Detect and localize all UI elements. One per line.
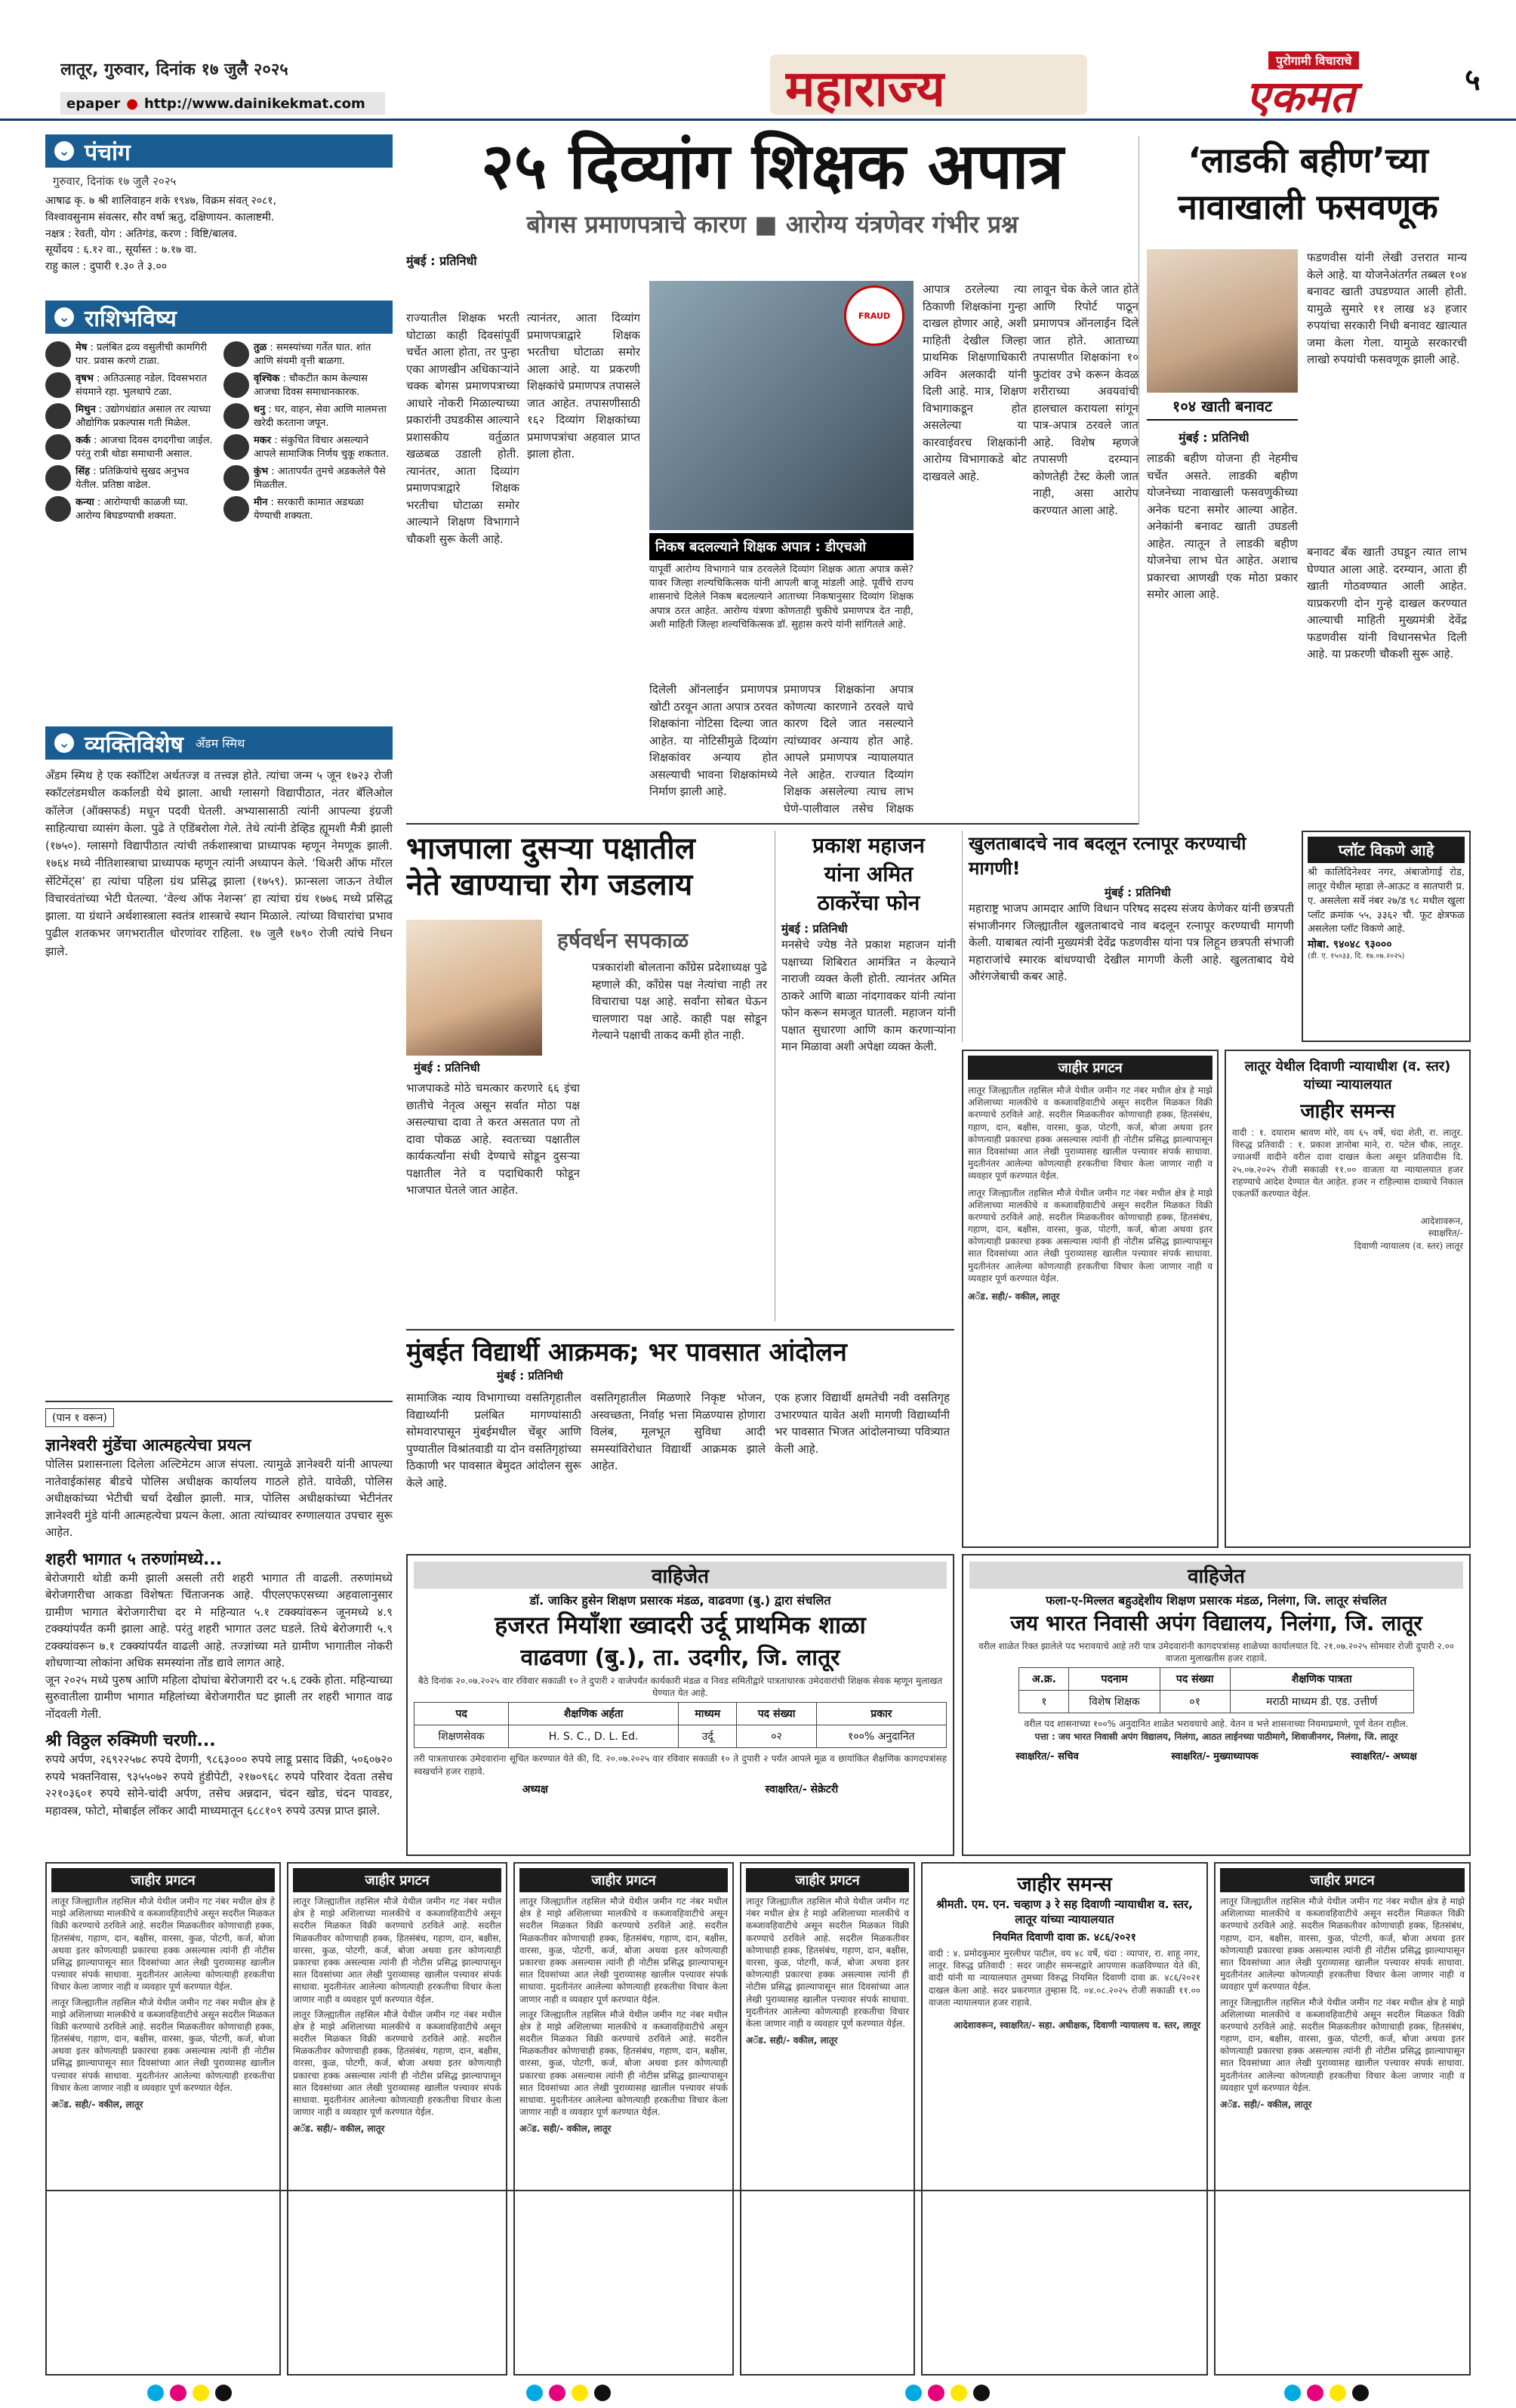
rashi-prediction: चौकटीत काम केल्यास आजचा दिवस समाधानकारक. (254, 373, 368, 398)
notice-body: लातूर जिल्ह्यातील तहसिल मौजे येथील जमीन गट नंबर मधील क्षेत्र हे माझे अशिलाच्या मालकीचे व कब्जावहिवाटीचे असून सदरील मिळकत विक्री करण्याचे ठरविले आहे. सदरील मिळकतीवर कोणाचाही हक्क, हितसंबंध, गहाण, दान, बक्षीस, वारसा, कुळ, पोटगी, कर्ज, बोजा अथवा इतर कोणत्याही प्रकारचा हक्क असल्यास त्यांनी ही नोटीस प्रसिद्ध झाल्यापासून सात दिवसांच्या आत लेखी पुराव्यासह खालील पत्त्यावर संपर्क साधावा. मुदतीनंतर आलेल्या कोणत्याही हरकतीचा विचार केला जाणार नाही व व्यवहार पूर्ण करण्यात येईल. (51, 1896, 275, 1993)
panchang-lines (45, 193, 393, 275)
story-headline: श्री विठ्ठल रुक्मिणी चरणी... (45, 1731, 216, 1750)
vacancy-table (414, 1702, 947, 1748)
table-cell: उर्दू (678, 1725, 737, 1748)
plot-ad (1302, 831, 1471, 1042)
court-sign: स्वाक्षरित/- (1428, 1228, 1463, 1239)
rashi-text: कुंभ : आतापर्यंत तुमचे अडकलेले पैसे मिळतील. (254, 466, 386, 491)
rashi-prediction: समस्यांच्या गर्तेत घात. शांत आणि संयमी वृत्ती बाळगा. (254, 342, 371, 367)
panchang-line: विश्वावसुनाम संवत्सर, सौर वर्षा ऋतु, दक्षिणायन. कालाष्टमी. (45, 211, 275, 224)
notice-header: जाहीर प्रगटन (293, 1868, 501, 1892)
bjp-body-2: पत्रकारांशी बोलताना काँग्रेस प्रदेशाध्यक्ष पुढे म्हणाले की, काँग्रेस पक्ष नेत्यांचा नाही तर विचाराचा पक्ष आहे. सर्वांना सोबत घेऊन चालणारा पक्ष आहे. काही पक्ष सोडून गेल्याने पक्षाची ताकद कमी होत नाही. (592, 960, 767, 1042)
cmyk-marks (1281, 2385, 1372, 2404)
rashi-text: मकर : संकुचित विचार असल्याने आपले सामाजिक निर्णय चुकू शकतात. (254, 435, 390, 460)
zodiac-icon (223, 372, 249, 398)
chevron-down-icon: ⌄ (54, 307, 74, 327)
students-story (406, 1329, 954, 1533)
story-body: बेरोजगारी थोडी कमी झाली असली तरी शहरी भागात ती वाढली. तरुणांमध्ये बेरोजगारीचा आकडा विशेषतः चिंताजनक आहे. पीएलएफएसच्या अहवालानुसार ग्रामीण भागात बेरोजगारीचा दर मे महिन्यात ५.१ टक्क्यांवरून जूनमध्ये ४.९ टक्क्यांपर्यंत कमी झाला आहे. परंतु शहरी भागात उलट घडले. तिथे बेरोजगारी ५.९ टक्क्यांवरून ७.१ टक्क्यांपर्यंत वाढली आहे. तज्ज्ञांच्या मते ग्रामीण भागातील नोकरी शोधणाऱ्या लोकांना अधिक समस्यांना तोंड द्यावे लागत आहे. (45, 1571, 393, 1670)
ad-sign: अध्यक्ष (522, 1783, 548, 1796)
ad-address: पत्ता : जय भारत निवासी अपंग विद्यालय, निलंगा, आठत लाईनच्या पाठीमागे, शिवाजीनगर, निलंगा, जि. लातूर (1034, 1731, 1398, 1742)
notice-body: लातूर जिल्ह्यातील तहसिल मौजे येथील जमीन गट नंबर मधील क्षेत्र हे माझे अशिलाच्या मालकीचे व कब्जावहिवाटीचे असून सदरील मिळकत विक्री करण्याचे ठरविले आहे. सदरील मिळकतीवर कोणाचाही हक्क, हितसंबंध, गहाण, दान, बक्षीस, वारसा, कुळ, पोटगी, कर्ज, बोजा अथवा इतर कोणत्याही प्रकारचा हक्क असल्यास त्यांनी ही नोटीस प्रसिद्ध झाल्यापासून सात दिवसांच्या आत लेखी पुराव्यासह खालील पत्त्यावर संपर्क साधावा. मुदतीनंतर आलेल्या कोणत्याही हरकतीचा विचार केला जाणार नाही व व्यवहार पूर्ण करण्यात येईल. (968, 1187, 1212, 1284)
vyakti-vishesh (45, 726, 393, 1398)
rashi-grid (45, 341, 393, 523)
tagline: पुरोगामी विचाराचे (1268, 51, 1359, 69)
lead-dateline: मुंबई : प्रतिनिधी (406, 253, 477, 268)
ad-sign: स्वाक्षरित/- मुख्याध्यापक (1171, 1750, 1259, 1762)
lead-lower-1: दिलेली ऑनलाईन प्रमाणपत्र खोटी ठरवून आता अपात्र ठरवत शिक्षकांना नोटिसा दिल्या जात आहेत. या नोटिसीमुळे दिव्यांग शिक्षकांवर अन्याय होत असल्याची भावना शिक्षकांमध्ये निर्माण झाली आहे. (649, 683, 778, 798)
bjp-name: हर्षवर्धन सपकाळ (557, 928, 689, 953)
ad-notice: वरील शाळेत रिक्त झालेले पद भरावयाचे आहे तरी पात्र उमेदवारांनी कागदपत्रांसह शाळेच्या कार्यालयात दि. २१.०७.२०२५ सोमवार रोजी दुपारी २.०० वाजता मुलाखतीस हजर राहावे. (978, 1641, 1455, 1664)
rashi-text: सिंह : प्रतिक्रियांचे सुखद अनुभव येतील. प्रतिष्ठा वाढेल. (75, 466, 190, 491)
notice-body: लातूर जिल्ह्यातील तहसिल मौजे येथील जमीन गट नंबर मधील क्षेत्र हे माझे अशिलाच्या मालकीचे व कब्जावहिवाटीचे असून सदरील मिळकत विक्री करण्याचे ठरविले आहे. सदरील मिळकतीवर कोणाचाही हक्क, हितसंबंध, गहाण, दान, बक्षीस, वारसा, कुळ, पोटगी, कर्ज, बोजा अथवा इतर कोणत्याही प्रकारचा हक्क असल्यास त्यांनी ही नोटीस प्रसिद्ध झाल्यापासून सात दिवसांच्या आत लेखी पुराव्यासह खालील पत्त्यावर संपर्क साधावा. मुदतीनंतर आलेल्या कोणत्याही हरकतीचा विचार केला जाणार नाही व व्यवहार पूर्ण करण्यात येईल. (519, 2009, 728, 2118)
notice-body: लातूर जिल्ह्यातील तहसिल मौजे येथील जमीन गट नंबर मधील क्षेत्र हे माझे अशिलाच्या मालकीचे व कब्जावहिवाटीचे असून सदरील मिळकत विक्री करण्याचे ठरविले आहे. सदरील मिळकतीवर कोणाचाही हक्क, हितसंबंध, गहाण, दान, बक्षीस, वारसा, कुळ, पोटगी, कर्ज, बोजा अथवा इतर कोणत्याही प्रकारचा हक्क असल्यास त्यांनी ही नोटीस प्रसिद्ध झाल्यापासून सात दिवसांच्या आत लेखी पुराव्यासह खालील पत्त्यावर संपर्क साधावा. मुदतीनंतर आलेल्या कोणत्याही हरकतीचा विचार केला जाणार नाही व व्यवहार पूर्ण करण्यात येईल. (1220, 1996, 1465, 2093)
panchang (45, 134, 393, 297)
bjp-headline-2: नेते खाण्याचा रोग जडलाय (406, 868, 693, 902)
rashi-prediction: उद्योगधंद्यांत असाल तर त्याच्या औद्योगिक प्रकल्पास गती मिळेल. (75, 404, 211, 429)
rashi-item (45, 496, 214, 523)
notice-sign: अॅड. सही/- वकील, लातूर (519, 2123, 612, 2135)
photo-caption-title: निकष बदलल्याने शिक्षक अपात्र : डीएचओ (649, 533, 914, 560)
zodiac-icon (45, 341, 71, 367)
vyakti-header (45, 726, 393, 760)
cm-photo (1147, 249, 1298, 393)
table-row (414, 1725, 947, 1748)
ad-sign: स्वाक्षरित/- सेक्रेटरी (765, 1783, 839, 1796)
notice-body: लातूर जिल्ह्यातील तहसिल मौजे येथील जमीन गट नंबर मधील क्षेत्र हे माझे अशिलाच्या मालकीचे व कब्जावहिवाटीचे असून सदरील मिळकत विक्री करण्याचे ठरविले आहे. सदरील मिळकतीवर कोणाचाही हक्क, हितसंबंध, गहाण, दान, बक्षीस, वारसा, कुळ, पोटगी, कर्ज, बोजा अथवा इतर कोणत्याही प्रकारचा हक्क असल्यास त्यांनी ही नोटीस प्रसिद्ध झाल्यापासून सात दिवसांच्या आत लेखी पुराव्यासह खालील पत्त्यावर संपर्क साधावा. मुदतीनंतर आलेल्या कोणत्याही हरकतीचा विचार केला जाणार नाही व व्यवहार पूर्ण करण्यात येईल. (1220, 1896, 1465, 1993)
table-cell: १००% अनुदानित (816, 1725, 946, 1748)
notice-sign: अॅड. सही/- वकील, लातूर (968, 1291, 1060, 1302)
epaper-bar (60, 92, 385, 115)
lead-story (406, 130, 1139, 825)
summons-sub: श्रीमती. एम. एन. चव्हाण ३ रे सह दिवाणी न्यायाधीश व. स्तर, लातूर यांच्या न्यायालयात (936, 1898, 1193, 1926)
ad-place: वाढवणा (बु.), ता. उदगीर, जि. लातूर (520, 1645, 840, 1671)
leader-photo (406, 920, 542, 1056)
rashi-name: मीन (254, 497, 268, 509)
khultabad-body: महाराष्ट्र भाजप आमदार आणि विधान परिषद सदस्य संजय केणेकर यांनी छत्रपती संभाजीनगर जिल्ह्यातील खुलताबादचे नाव बदलून रत्नापूर करण्याची मागणी केली. याबाबत त्यांनी मुख्यमंत्री देवेंद्र फडणवीस यांना पत्र लिहून छत्रपती संभाजी महाराजांचे स्मारक बांधण्याची देखील मागणी केली आहे. खुलताबाद येथे औरंगजेबाची कबर आहे. (969, 902, 1294, 983)
photo-caption-body: यापूर्वी आरोग्य विभागाने पात्र ठरवलेले दिव्यांग शिक्षक आता अपात्र कसे? यावर जिल्हा शल्यचिकित्सक यांनी आपली बाजू मांडली आहे. पूर्वीचे राज्य शासनाचे दिलेले निकष बदलल्याने आताच्या निकषानुसार दिव्यांग शिक्षक अपात्र ठरत आहेत. आरोग्य यंत्रणा कोणताही चुकीचे प्रमाणपत्र देत नाही, अशी माहिती जिल्हा शल्यचिकित्सक डॉ. सुहास करपे यांनी सांगितले आहे. (649, 564, 914, 631)
ad-signatures (414, 1782, 947, 1796)
panchang-line: नक्षत्र : रेवती, योग : अतिगंड, करण : विष्टि/बालव. (45, 227, 238, 240)
rashi-name: मेष (75, 342, 88, 353)
rashi-prediction: प्रतिक्रियांचे सुखद अनुभव येतील. प्रतिष्ठा वाढेल. (75, 466, 190, 491)
students-body-3: एक हजार विद्यार्थी क्षमतेची नवी वसतिगृह उभारण्यात यावेत अशी मागणी विद्यार्थ्यांनी भर पावसात भिजत आंदोलनाच्या पवित्र्यात केली आहे. (775, 1391, 950, 1456)
continued-label: (पान १ वरून) (45, 1408, 114, 1427)
summons-notice (921, 1862, 1208, 2376)
notice-header: जाहीर प्रगटन (519, 1868, 728, 1892)
ladki-bahin-story (1139, 136, 1471, 825)
story-headline: ज्ञानेश्वरी मुंडेंचा आत्महत्येचा प्रयत्न (45, 1436, 251, 1455)
table-cell: H. S. C., D. L. Ed. (509, 1725, 679, 1748)
table-header: पद (414, 1703, 509, 1725)
urdu-school-ad (406, 1554, 954, 1856)
globe-icon: ● (126, 95, 138, 112)
zodiac-icon (45, 403, 71, 429)
rashi-name: कन्या (75, 497, 94, 509)
ad-signatures (969, 1749, 1463, 1762)
masthead (0, 0, 1516, 121)
ladki-col-2: फडणवीस यांनी लेखी उत्तरात मान्य केले आहे. या योजनेअंतर्गत तब्बल १०४ बनावट खाती उघडण्यात आली होती. यामुळे सुमारे ११ लाख ४३ हजार रुपयांचा सरकारी निधी बनावट खात्यात जमा केला गेला. यामुळे सरकारची लाखो रुपयांची फसवणूक झाली आहे. (1307, 251, 1467, 366)
vyakti-body: अँडम स्मिथ हे एक स्कॉटिश अर्थतज्ज्ञ व तत्त्वज्ञ होते. त्यांचा जन्म ५ जून १७२३ रोजी स्कॉटलंडमधील कर्कालडी येथे झाला. आधी ग्लासगो विद्यापीठात, नंतर बॅलिओल कॉलेज (ऑक्सफर्ड) मधून पदवी घेतली. अभ्यासासाठी त्यांनी आपल्या इंग्रजी साहित्याचा व्यासंग केला. पुढे ते एडिंबरोला गेले. तेथे त्यांनी डेव्हिड ह्यूमशी मैत्री झाली (१७५०). ग्लासगो विद्यापीठात त्यांची तर्कशास्त्राचा प्राध्यापक म्हणून नेमणूक झाली. १७६४ मध्ये नीतिशास्त्राचा प्राध्यापक म्हणून त्यांनी अध्यापन केले. ‘थिअरी ऑफ मॉरल सेंटिमेंट्स’ हा त्यांचा पहिला ग्रंथ प्रसिद्ध झाला (१७५९). फ्रान्सला जाऊन तेथील विचारवंतांच्या भेटी घेतल्या. ‘वेल्थ ऑफ नेशन्स’ हा त्यांचा ग्रंथ १७७६ मध्ये प्रसिद्ध झाला. या ग्रंथाने अर्थशास्त्राला स्वतंत्र शास्त्राचे स्थान मिळाले. त्यांच्या विचारांचा प्रभाव पुढील शतकभर जगभरातील धोरणांवर राहिला. १७ जुलै १७९० रोजी त्यांचे निधन झाले. (45, 769, 393, 958)
notice-body: लातूर जिल्ह्यातील तहसिल मौजे येथील जमीन गट नंबर मधील क्षेत्र हे माझे अशिलाच्या मालकीचे व कब्जावहिवाटीचे असून सदरील मिळकत विक्री करण्याचे ठरविले आहे. सदरील मिळकतीवर कोणाचाही हक्क, हितसंबंध, गहाण, दान, बक्षीस, वारसा, कुळ, पोटगी, कर्ज, बोजा अथवा इतर कोणत्याही प्रकारचा हक्क असल्यास त्यांनी ही नोटीस प्रसिद्ध झाल्यापासून सात दिवसांच्या आत लेखी पुराव्यासह खालील पत्त्यावर संपर्क साधावा. मुदतीनंतर आलेल्या कोणत्याही हरकतीचा विचार केला जाणार नाही व व्यवहार पूर्ण करण्यात येईल. (293, 1896, 501, 2005)
notice-header: जाहीर प्रगटन (51, 1868, 275, 1892)
students-body-1: सामाजिक न्याय विभागाच्या वसतिगृहातील विद्यार्थ्यांनी प्रलंबित मागण्यांसाठी सोमवारपासून मुंबईमधील चेंबूर आणि पुण्यातील विश्रांतवाडी या दोन वसतिगृहांच्या ठिकाणी भर पावसात बेमुदत आंदोलन सुरू केले आहे. (406, 1391, 581, 1490)
rashi-prediction: संकुचित विचार असल्याने आपले सामाजिक निर्णय चुकू शकतात. (254, 435, 390, 460)
table-header: माध्यम (678, 1703, 737, 1725)
rashi-item (45, 465, 214, 492)
brand-block (1200, 51, 1450, 119)
court-title-2: जाहीर समन्स (1300, 1100, 1395, 1123)
lead-col-1: राज्यातील शिक्षक भरती घोटाळा काही दिवसांपूर्वी चर्चेत आला होता, तर पुन्हा एका आणखीन अधिकाऱ्यांने चक्क बोगस प्रमाणपत्राच्या आधारे नोकरी मिळाल्याच्या प्रकारांनी उघडकीस आल्याने प्रशासकीय वर्तुळात खळबळ उडाली होती. त्यानंतर, आता दिव्यांग प्रमाणपत्राद्वारे शिक्षक भरतीचा घोटाळा समोर आल्याने शिक्षण विभागाने चौकशी सुरू केली आहे. (406, 311, 519, 546)
jay-bharat-ad (962, 1554, 1471, 1856)
rashi-item (45, 403, 214, 430)
bjp-dateline: मुंबई : प्रतिनिधी (414, 1061, 480, 1075)
notice-body: लातूर जिल्ह्यातील तहसिल मौजे येथील जमीन गट नंबर मधील क्षेत्र हे माझे अशिलाच्या मालकीचे व कब्जावहिवाटीचे असून सदरील मिळकत विक्री करण्याचे ठरविले आहे. सदरील मिळकतीवर कोणाचाही हक्क, हितसंबंध, गहाण, दान, बक्षीस, वारसा, कुळ, पोटगी, कर्ज, बोजा अथवा इतर कोणत्याही प्रकारचा हक्क असल्यास त्यांनी ही नोटीस प्रसिद्ध झाल्यापासून सात दिवसांच्या आत लेखी पुराव्यासह खालील पत्त्यावर संपर्क साधावा. मुदतीनंतर आलेल्या कोणत्याही हरकतीचा विचार केला जाणार नाही व व्यवहार पूर्ण करण्यात येईल. (519, 1896, 728, 2005)
notice-body: लातूर जिल्ह्यातील तहसिल मौजे येथील जमीन गट नंबर मधील क्षेत्र हे माझे अशिलाच्या मालकीचे व कब्जावहिवाटीचे असून सदरील मिळकत विक्री करण्याचे ठरविले आहे. सदरील मिळकतीवर कोणाचाही हक्क, हितसंबंध, गहाण, दान, बक्षीस, वारसा, कुळ, पोटगी, कर्ज, बोजा अथवा इतर कोणत्याही प्रकारचा हक्क असल्यास त्यांनी ही नोटीस प्रसिद्ध झाल्यापासून सात दिवसांच्या आत लेखी पुराव्यासह खालील पत्त्यावर संपर्क साधावा. मुदतीनंतर आलेल्या कोणत्याही हरकतीचा विचार केला जाणार नाही व व्यवहार पूर्ण करण्यात येईल. (51, 1996, 275, 2093)
table-cell: ०१ (1160, 1691, 1230, 1713)
rashi-title: राशिभविष्य (85, 305, 177, 332)
fraud-alert-stamp: FRAUD (844, 285, 904, 346)
table-row (1019, 1691, 1413, 1713)
page-number: ५ (1465, 63, 1481, 97)
cmyk-marks (902, 2385, 993, 2404)
zodiac-icon (223, 496, 249, 522)
ad-notice: बैठे दिनांक २०.०७.२०२५ वार रविवार सकाळी १० ते दुपारी २ वाजेपर्यंत कार्यकारी मंडळ व निवड समितीद्वारे पात्रताधारक उमेदवारांची शिक्षक सेवक म्हणून मुलाखत घेण्यात येत आहे. (418, 1676, 943, 1699)
table-header: प्रकार (816, 1703, 946, 1725)
rashi-prediction: सरकारी कामात अडथळा येण्याची शक्यता. (254, 497, 364, 523)
story-body: रुपये अर्पण, २६९२२५७८ रुपये देणगी, ९८६३००० रुपये लाडू प्रसाद विक्री, ५०६०७२० रुपये भक्तनिवास, ९३५५०७२ रुपये हुंडीपेटी, २१७०९६८ रुपये परिवार देवता तसेच २२१०३६०१ रुपये सोने-चांदी अर्पण, तसेच अन्नदान, चंदन खोड, चंदन पावडर, महावस्त्र, फोटो, मोबाईल लॉकर आदी माध्यमातून ६८८१०९ रुपये उत्पन्न प्राप्त झाले. (45, 1753, 393, 1818)
zodiac-icon (223, 434, 249, 460)
table-header: अ.क्र. (1019, 1668, 1069, 1691)
plot-phone: मोबा. ९४०४८ ९३००० (1308, 939, 1392, 951)
prakash-headline-2: यांना अमित (824, 862, 914, 886)
public-notice-1 (45, 1862, 281, 2376)
rashi-item (223, 403, 393, 430)
vacancy-table (1018, 1667, 1413, 1713)
rashi-item (45, 434, 214, 461)
rashi-item (223, 496, 393, 523)
khultabad-headline: खुलताबादचे नाव बदलून रत्नापूर करण्याची मागणी! (969, 833, 1246, 879)
summons-body: वादी : ४. प्रमोदकुमार मुरलीधर पाटील, वय ४८ वर्षे, धंदा : व्यापार, रा. शाहू नगर, लातूर. विरुद्ध प्रतिवादी : सदर जाहीर समन्सद्वारे आपणास कळविण्यात येते की, वादी यांनी या न्यायालयात तुमच्या विरुद्ध नियमित दिवाणी दावा क्र. ४८६/२०२१ दाखल केला आहे. सदर प्रकरणात तुम्हास दि. ०४.०८.२०२५ रोजी सकाळी ११.०० वाजता न्यायालयात हजर राहावे. (929, 1948, 1200, 2008)
table-header: पदनाम (1069, 1668, 1160, 1691)
table-header: पद संख्या (737, 1703, 816, 1725)
panchang-line: सूर्योदय : ६.१२ वा., सूर्यास्त : ७.१७ वा. (45, 244, 197, 257)
ladki-photo-caption: १०४ खाती बनावट (1147, 393, 1298, 421)
court-sign: दिवाणी न्यायालय (व. स्तर) लातूर (1354, 1240, 1463, 1251)
panchang-date: गुरुवार, दिनांक १७ जुलै २०२५ (53, 174, 177, 188)
notice-sign: अॅड. सही/- वकील, लातूर (746, 2035, 838, 2046)
table-cell: १ (1019, 1691, 1069, 1713)
zodiac-icon (45, 372, 71, 398)
registration-marks (0, 2383, 1516, 2406)
rashi-text: धनु : घर, वाहन, सेवा आणि मालमत्ता खरेदी करताना जपून. (254, 404, 387, 429)
rashi-item (223, 434, 393, 461)
rashi-text: तुळ : समस्यांच्या गर्तेत घात. शांत आणि संयमी वृत्ती बाळगा. (254, 342, 371, 367)
panchang-header (45, 134, 393, 168)
students-dateline: मुंबई : प्रतिनिधी (497, 1369, 563, 1383)
zodiac-icon (223, 465, 249, 491)
rashi-text: कर्क : आजचा दिवस दगदगीचा जाईल. परंतु रात्री थोडा समाधानी असाल. (75, 435, 213, 460)
prakash-headline-1: प्रकाश महाजन (812, 833, 925, 858)
rashi-header (45, 301, 393, 334)
ad-sign: स्वाक्षरित/- अध्यक्ष (1351, 1750, 1417, 1762)
ad-org: फला-ए-मिल्लत बहुउद्देशीय शिक्षण प्रसारक मंडळ, निलंगा, जि. लातूर संचलित (1046, 1593, 1387, 1608)
rashi-text: मेष : प्रलंबित द्रव्य वसुलीची कामगिरी पार. प्रवास करणे टाळा. (75, 342, 207, 367)
panchang-line: राहु काल : दुपारी १.३० ते ३.०० (45, 261, 167, 273)
ad-org: डॉ. जाकिर हुसेन शिक्षण प्रसारक मंडळ, वाढवणा (बु.) द्वारा संचलित (529, 1593, 831, 1608)
section-banner (763, 50, 1095, 118)
rashi-bhavishya (45, 301, 393, 723)
bjp-body-1: भाजपाकडे मोठे चमत्कार करणारे ६६ इंचा छातीचे नेतृत्व असून सर्वात मोठा पक्ष असल्याचा दावा ते करत असतात पण तो दावा पोकळ आहे. स्वतःच्या पक्षातील कार्यकर्त्यांना संधी देण्याचे सोडून दुसऱ्या पक्षातील नेते व पदाधिकारी फोडून भाजपात घेतले जात आहेत. (406, 1081, 580, 1197)
table-header-row (1019, 1668, 1413, 1691)
rashi-item (223, 341, 393, 368)
ladki-dateline: मुंबई : प्रतिनिधी (1179, 430, 1249, 445)
court-body: वादी : १. दयाराम श्रावण मोरे, वय ६५ वर्षे, धंदा शेती, रा. लातूर. विरुद्ध प्रतिवादी : १. प्रकाश ज्ञानोबा माने, रा. पटेल चौक, लातूर. ज्याअर्थी वादीने वरील दावा दाखल केला असून प्रतिवादीस दि. २५.०७.२०२५ रोजी सकाळी ११.०० वाजता या न्यायालयात हजर राहण्याचे आदेश देण्यात येत आहेत. हजर न राहिल्यास दाव्याचे निकाल एकतर्फी करण्यात येईल. (1232, 1127, 1463, 1199)
date-line: लातूर, गुरुवार, दिनांक १७ जुलै २०२५ (60, 60, 288, 79)
cmyk-marks (144, 2385, 235, 2404)
zodiac-icon (223, 341, 249, 367)
notice-header: जाहीर प्रगटन (1220, 1868, 1465, 1892)
rashi-item (45, 341, 214, 368)
rashi-text: वृषभ : अतिउत्साह नडेल. दिवसभरात संयमाने रहा. भुलथापे टळा. (75, 373, 208, 398)
rashi-text: मिथुन : उद्योगधंद्यांत असाल तर त्याच्या औद्योगिक प्रकल्पास गती मिळेल. (75, 404, 211, 429)
lead-col-3: आपात्र ठरलेल्या त्या ठिकाणी शिक्षकांना गुन्हा दाखल होणार आहे, अशी माहिती देखील जिल्हा प्राथमिक शिक्षणाधिकारी अविन अलकादी यांनी दिली आहे. मात्र, शिक्षण विभागाकडून होत असलेल्या या कारवाईवरच शिक्षकांनी आरोग्य विभागाकडे बोट दाखवले आहे. (923, 282, 1027, 483)
rashi-prediction: अतिउत्साह नडेल. दिवसभरात संयमाने रहा. भुलथापे टळा. (75, 373, 208, 398)
plot-title: प्लॉट विकणे आहे (1308, 837, 1465, 863)
lead-col-4: लावून चेक केले जात होते आणि रिपोर्ट पाठून प्रमाणपत्र ऑनलाईन दिले जात होते. आताच्या तपासणीत शिक्षकांना १० फुटांवर उभे करून केवळ शरीराच्या अवयवांची हालचाल करायला सांगून पात्र-अपात्र ठरवले जात आहे. विशेष म्हणजे तपासणी दरम्यान कोणतेही टेस्ट केली जात नाही, असा आरोप करण्यात आला आहे. (1033, 282, 1139, 517)
zodiac-icon (45, 496, 71, 522)
zodiac-icon (223, 403, 249, 429)
lead-col-2: त्यानंतर, आता दिव्यांग प्रमाणपत्राद्वारे शिक्षक भरतीचा घोटाळा समोर आला आहे. या प्रकरणी शिक्षकांचे प्रमाणपत्र तपासले जात आहेत. तपासणीसाठी १६२ दिव्यांग शिक्षकांच्या प्रमाणपत्रांचा अहवाल प्राप्त झाला होता. (527, 311, 640, 461)
public-notice-4 (740, 1862, 915, 2376)
rashi-name: वृषभ (75, 373, 94, 385)
students-headline: मुंबईत विद्यार्थी आक्रमक; भर पावसात आंदोलन (406, 1337, 847, 1367)
story-body: जून २०२५ मध्ये पुरुष आणि महिला दोघांचा बेरोजगारी दर ५.६ टक्के होता. महिन्याच्या सुरुवातीला ग्रामीण भागात महिलांच्या बेरोजगारीत घट झाली तर शहरी भागात वाढ नोंदवली गेली. (45, 1673, 393, 1721)
rashi-name: मकर (254, 435, 272, 447)
notice-sign: अॅड. सही/- वकील, लातूर (293, 2123, 385, 2135)
rashi-name: सिंह (75, 466, 91, 478)
vyakti-subtitle: अँडम स्मिथ (195, 736, 245, 751)
rashi-name: तुळ (254, 342, 267, 353)
epaper-label: epaper (66, 95, 121, 112)
bjp-headline-1: भाजपाला दुसऱ्या पक्षातील (406, 831, 695, 866)
table-cell: विशेष शिक्षक (1069, 1691, 1160, 1713)
public-notice-2 (287, 1862, 507, 2376)
students-body-2: वसतिगृहातील मिळणारे निकृष्ट भोजन, अस्वच्छता, निर्वाह भत्ता मिळण्यास होणारा विलंब, मूलभूत सुविधा आदी समस्यांविरोधात विद्यार्थी आक्रमक झाले आहेत. (590, 1391, 766, 1472)
public-notice-3 (513, 1862, 734, 2376)
rashi-item (45, 372, 214, 399)
notice-body: लातूर जिल्ह्यातील तहसिल मौजे येथील जमीन गट नंबर मधील क्षेत्र हे माझे अशिलाच्या मालकीचे व कब्जावहिवाटीचे असून सदरील मिळकत विक्री करण्याचे ठरविले आहे. सदरील मिळकतीवर कोणाचाही हक्क, हितसंबंध, गहाण, दान, बक्षीस, वारसा, कुळ, पोटगी, कर्ज, बोजा अथवा इतर कोणत्याही प्रकारचा हक्क असल्यास त्यांनी ही नोटीस प्रसिद्ध झाल्यापासून सात दिवसांच्या आत लेखी पुराव्यासह खालील पत्त्यावर संपर्क साधावा. मुदतीनंतर आलेल्या कोणत्याही हरकतीचा विचार केला जाणार नाही व व्यवहार पूर्ण करण्यात येईल. (968, 1085, 1212, 1182)
plot-ref: (डी. ए. १५०३३, दि. १७.०७.२०२५) (1308, 952, 1405, 961)
lead-subhead: बोगस प्रमाणपत्राचे कारण ■ आरोग्य यंत्रणेवर गंभीर प्रश्न (526, 209, 1018, 239)
rashi-prediction: प्रलंबित द्रव्य वसुलीची कामगिरी पार. प्रवास करणे टाळा. (75, 342, 207, 367)
brand-logo: एकमत (1246, 71, 1355, 119)
chevron-down-icon: ⌄ (54, 733, 74, 753)
table-cell: मराठी माध्यम डी. एड. उत्तीर्ण (1230, 1691, 1413, 1713)
court-title-1: लातूर येथील दिवाणी न्यायाधीश (व. स्तर) यांच्या न्यायालयात (1244, 1059, 1451, 1093)
summons-sign: आदेशावरून, स्वाक्षरित/- सहा. अधीक्षक, दिवाणी न्यायालय व. स्तर, लातूर (953, 2019, 1200, 2030)
rashi-name: धनु (254, 404, 266, 416)
rashi-prediction: आरोग्याची काळजी घ्या. आरोग्य बिघडण्याची शक्यता. (75, 497, 189, 523)
vyakti-title: व्यक्तिविशेष (85, 731, 183, 758)
khultabad-story (962, 831, 1294, 1042)
story-body: पोलिस प्रशासनाला दिलेला अल्टिमेटम आज संपला. त्यामुळे ज्ञानेश्वरी यांनी आपल्या नातेवाईकांसह बीडचे पोलिस अधीक्षक कार्यालय गाठले होते. यावेळी, पोलिस अधीक्षकांच्या भेटीची चर्चा देखील झाली. मात्र, पोलिस अधीक्षकांच्या भेटीनंतर ज्ञानेश्वरी मुंडे यांनी आत्महत्येचा प्रयत्न केला. आता त्यांच्यावर रुग्णालयात उपचार सुरू आहेत. (45, 1457, 393, 1539)
court-summons (1225, 1050, 1471, 1548)
ladki-col-1: लाडकी बहीण योजना ही नेहमीच चर्चेत असते. लाडकी बहीण योजनेच्या नावाखाली फसवणुकीच्या अनेक घटना समोर आल्या आहेत. अनेकांनी बनावट खाती उघडली आहेत. त्यातून ते लाडकी बहीण योजनेचा लाभ घेत आहेत. अशाच प्रकारचा आणखी एक मोठा प्रकार समोर आला आहे. (1147, 452, 1298, 601)
table-header: शैक्षणिक पात्रता (1230, 1668, 1413, 1691)
prakash-headline-3: ठाकरेंचा फोन (817, 890, 920, 915)
prakash-story (775, 831, 956, 1321)
ladki-headline-1: ‘लाडकी बहीण’च्या (1188, 140, 1428, 180)
notice-body: लातूर जिल्ह्यातील तहसिल मौजे येथील जमीन गट नंबर मधील क्षेत्र हे माझे अशिलाच्या मालकीचे व कब्जावहिवाटीचे असून सदरील मिळकत विक्री करण्याचे ठरविले आहे. सदरील मिळकतीवर कोणाचाही हक्क, हितसंबंध, गहाण, दान, बक्षीस, वारसा, कुळ, पोटगी, कर्ज, बोजा अथवा इतर कोणत्याही प्रकारचा हक्क असल्यास त्यांनी ही नोटीस प्रसिद्ध झाल्यापासून सात दिवसांच्या आत लेखी पुराव्यासह खालील पत्त्यावर संपर्क साधावा. मुदतीनंतर आलेल्या कोणत्याही हरकतीचा विचार केला जाणार नाही व व्यवहार पूर्ण करण्यात येईल. (293, 2009, 501, 2118)
table-cell: शिक्षणसेवक (414, 1725, 509, 1748)
notice-sign: अॅड. सही/- वकील, लातूर (1220, 2099, 1312, 2110)
vacancy-banner: वाहिजेत (414, 1562, 947, 1589)
table-header-row (414, 1703, 947, 1725)
rashi-name: कुंभ (254, 466, 269, 478)
rashi-name: कर्क (75, 435, 91, 447)
court-sign: आदेशावरून, (1420, 1216, 1463, 1227)
summons-case: नियमित दिवाणी दावा क्र. ४८६/२०२१ (993, 1932, 1136, 1944)
notice-header: जाहीर प्रगटन (746, 1868, 909, 1892)
ad-sign: स्वाक्षरित/- सचिव (1015, 1750, 1079, 1762)
rashi-item (223, 465, 393, 492)
prakash-body: मनसेचे ज्येष्ठ नेते प्रकाश महाजन यांनी पक्षाच्या शिबिरात आमंत्रित न केल्याने नाराजी व्यक्त केली होती. त्यानंतर अमित ठाकरे आणि बाळा नांदगावकर यांनी त्यांना फोन करून समजूत घातली. महाजन यांनी पक्षात सुधारणा आणि काम करणाऱ्यांना मान मिळावा अशी अपेक्षा व्यक्त केली. (781, 938, 956, 1053)
ad-footer: वरील पद शासनाच्या १००% अनुदानित शाळेत भरावयाचे आहे. वेतन व भत्ते शासनाच्या नियमाप्रमाणे, पूर्ण वेतन राहील. (1024, 1719, 1409, 1730)
summons-title: जाहीर समन्स (1017, 1873, 1112, 1896)
panchang-title: पंचांग (85, 139, 131, 166)
table-cell: ०२ (737, 1725, 816, 1748)
zodiac-icon (45, 434, 71, 460)
section-title: महाराज्य (785, 60, 945, 118)
zodiac-icon (45, 465, 71, 491)
lead-lower-2: प्रमाणपत्र शिक्षकांना अपात्र कोणत्या कारणाने ठरवले याचे कारण दिले जात नसल्याने त्यांच्यावर अन्याय होत आहे. आपले प्रमाणपत्र न्यायालयात नेले आहेत. राज्यात दिव्यांग शिक्षक असलेल्या त्याच लाभ घेणे-पालीवाल तसेच शिक्षक (784, 683, 914, 816)
ad-school: जय भारत निवासी अपंग विद्यालय, निलंगा, जि. लातूर (1010, 1611, 1422, 1636)
ad-footer: तरी पात्रताधारक उमेदवारांना सूचित करण्यात येते की, दि. २०.०७.२०२५ वार रविवार सकाळी १० ते दुपारी २ पर्यंत आपले मूळ व छायांकित शैक्षणिक कागदपत्रांसह स्वखर्चाने हजर राहावे. (414, 1753, 947, 1777)
chevron-down-icon: ⌄ (54, 141, 74, 161)
rashi-text: कन्या : आरोग्याची काळजी घ्या. आरोग्य बिघडण्याची शक्यता. (75, 497, 189, 523)
rashi-text: मीन : सरकारी कामात अडथळा येण्याची शक्यता. (254, 497, 364, 523)
khultabad-dateline: मुंबई : प्रतिनिधी (1105, 886, 1171, 899)
table-header: शैक्षणिक अर्हता (509, 1703, 679, 1725)
notice-body: लातूर जिल्ह्यातील तहसिल मौजे येथील जमीन गट नंबर मधील क्षेत्र हे माझे अशिलाच्या मालकीचे व कब्जावहिवाटीचे असून सदरील मिळकत विक्री करण्याचे ठरविले आहे. सदरील मिळकतीवर कोणाचाही हक्क, हितसंबंध, गहाण, दान, बक्षीस, वारसा, कुळ, पोटगी, कर्ज, बोजा अथवा इतर कोणत्याही प्रकारचा हक्क असल्यास त्यांनी ही नोटीस प्रसिद्ध झाल्यापासून सात दिवसांच्या आत लेखी पुराव्यासह खालील पत्त्यावर संपर्क साधावा. मुदतीनंतर आलेल्या कोणत्याही हरकतीचा विचार केला जाणार नाही व व्यवहार पूर्ण करण्यात येईल. (746, 1896, 909, 2029)
lead-headline: २५ दिव्यांग शिक्षक अपात्र (481, 130, 1064, 203)
ad-school: हजरत मियाँशा ख्वादरी उर्दू प्राथमिक शाळा (495, 1611, 866, 1639)
vacancy-banner: वाहिजेत (969, 1562, 1463, 1589)
public-notice-5 (1214, 1862, 1471, 2376)
public-notice (962, 1050, 1219, 1548)
table-header: पद संख्या (1160, 1668, 1230, 1691)
site-link[interactable]: http://www.dainikekmat.com (143, 95, 365, 112)
plot-body: श्री कालिदिनेश्वर नगर, अंबाजोगाई रोड, लातूर येथील म्हाडा ले-आऊट व सातपारी प्र. ए. असलेला सर्वे नंबर २७/ड ९८ मधील खुला प्लॉट क्रमांक ५५, ३३६२ चौ. फूट क्षेत्रफळ असलेला प्लॉट विकणे आहे. (1308, 867, 1465, 936)
bjp-story (406, 831, 769, 1321)
rashi-name: मिथुन (75, 404, 96, 416)
rashi-item (223, 372, 393, 399)
ladki-headline-2: नावाखाली फसवणूक (1178, 187, 1438, 227)
rashi-text: वृश्चिक : चौकटीत काम केल्यास आजचा दिवस समाधानकारक. (254, 373, 368, 398)
photo-caption (649, 533, 914, 677)
notice-header: जाहीर प्रगटन (968, 1056, 1212, 1080)
cmyk-marks (523, 2385, 614, 2404)
rashi-prediction: घर, वाहन, सेवा आणि मालमत्ता खरेदी करताना जपून. (254, 404, 387, 429)
rashi-prediction: आतापर्यंत तुमचे अडकलेले पैसे मिळतील. (254, 466, 386, 491)
panchang-line: आषाढ कृ. ७ श्री शालिवाहन शके १९४७, विक्रम संवत् २०८१, (45, 195, 277, 208)
rashi-name: वृश्चिक (254, 373, 280, 385)
notice-sign: अॅड. सही/- वकील, लातूर (51, 2099, 143, 2110)
ladki-col-3: बनावट बँक खाती उघडून त्यात लाभ घेण्यात आला आहे. दरम्यान, आता ही खाती गोठवण्यात आली आहेत. याप्रकरणी दोन गुन्हे दाखल करण्यात आल्याची माहिती मुख्यमंत्री देवेंद्र फडणवीस यांनी विधानसभेत दिली आहे. या प्रकरणी चौकशी सुरू आहे. (1307, 545, 1467, 661)
story-headline: शहरी भागात ५ तरुणांमध्ये... (45, 1549, 223, 1569)
rashi-prediction: आजचा दिवस दगदगीचा जाईल. परंतु रात्री थोडा समाधानी असाल. (75, 435, 213, 460)
prakash-dateline: मुंबई : प्रतिनिधी (781, 922, 848, 936)
